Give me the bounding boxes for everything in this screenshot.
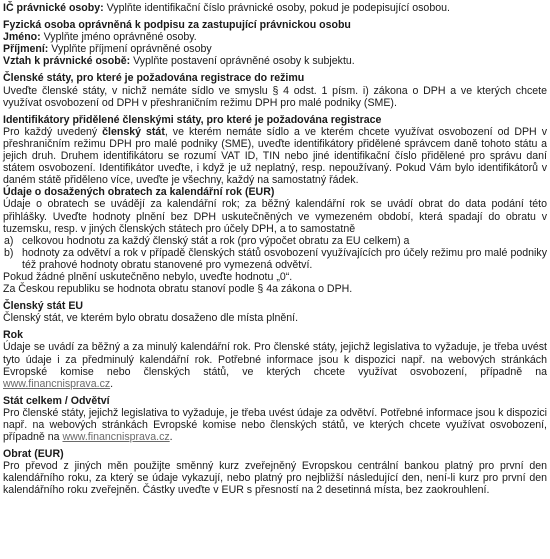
first-name-text: Vyplňte jméno oprávněné osoby. xyxy=(40,31,197,44)
member-states-body: Uveďte členské státy, v nichž nemáte sídlo ve smyslu § 4 odst. 1 písm. i) zákona o DPH a ve kterých chcete využívat osvobození od DPH v přeshraničním režimu DPH pro malé podniky (SME). xyxy=(3,84,547,109)
turnover-eur-heading: Obrat (EUR) xyxy=(3,448,64,461)
turnover-body: Údaje o obratech se uvádějí za kalendářní rok; za běžný kalendářní rok se uvádí obrat do data podání této přihlášky. Uveďte hodnoty plnění bez DPH uskutečněných ve vymezeném období, která spadají do obratu v tuzemsku, resp. v jiných členských státech pro účely DPH, a to samostatně xyxy=(3,198,547,235)
year-body-tail: . xyxy=(110,377,114,390)
signatory-section xyxy=(3,19,547,67)
sector-body-tail: . xyxy=(169,431,173,444)
turnover-eur-body: Pro převod z jiných měn použijte směnný kurz zveřejněný Evropskou centrální bankou platný pro první den kalendářního roku, za který se údaje vykazují, nebo platný pro nejbližší následující den, není-li kurz pro první den kalendářního roku zveřejněn. Částky uveďte v EUR s přesností na 2 desetinná místa, bez zaokrouhlení. xyxy=(3,460,547,497)
turnover-eur-section xyxy=(3,448,547,496)
eu-state-body: Členský stát, ve kterém bylo obratu dosaženo dle místa plnění. xyxy=(3,312,299,325)
item-text: celkovou hodnotu za každý členský stát a rok (pro výpočet obratu za EU celkem) a xyxy=(22,234,410,247)
identifiers-body-b: členský stát xyxy=(102,125,165,138)
last-name-label: Příjmení: xyxy=(3,43,49,56)
identifiers-section xyxy=(3,114,547,187)
signatory-heading: Fyzická osoba oprávněná k podpisu za zastupující právnickou osobu xyxy=(3,19,351,32)
financnisprava-link[interactable]: www.financnisprava.cz xyxy=(3,377,111,390)
last-name-row xyxy=(3,43,547,55)
identifiers-body xyxy=(3,126,547,186)
item-text: hodnoty za odvětví a rok v případě členských států osvobození využívajících pro účely režimu pro malé podniky též prahové hodnoty obratu stanovené pro vymezená odvětví. xyxy=(22,246,547,271)
first-name-label: Jméno: xyxy=(3,31,41,44)
identifiers-body-c: , ve kterém nemáte sídlo a ve kterém chcete využívat osvobození od DPH v přeshraničním režimu DPH pro malé podniky (SME), uveďte identifikátory přidělené správcem daně tohoto státu a jejich druh. Druhem identifikátoru se rozumí VAT ID, TIN nebo jiné identifikační číslo přidělené pro správu daní státem osvobození. Identifikátor uveďte, i když je už neplatný, resp. nepoužívaný. Pokud Vám bylo identifikátorů v daném státě přiděleno více, uveďte je všechny, každý na samostatný řádek. xyxy=(3,125,547,187)
ic-label: IČ právnické osoby: xyxy=(3,2,104,14)
year-heading: Rok xyxy=(3,329,24,342)
turnover-section xyxy=(3,186,547,295)
turnover-item-a xyxy=(3,235,547,247)
item-marker: b) xyxy=(4,246,14,259)
turnover-note-cz: Za Českou republiku se hodnota obratu stanoví podle § 4a zákona o DPH. xyxy=(3,283,353,296)
relation-text: Vyplňte postavení oprávněné osoby k subjektu. xyxy=(130,55,355,68)
year-section xyxy=(3,329,547,389)
ic-text: Vyplňte identifikační číslo právnické osoby, pokud je podepisující osobou. xyxy=(103,2,450,14)
sector-heading: Stát celkem / Odvětví xyxy=(3,394,110,407)
turnover-heading: Údaje o dosažených obratech za kalendářní rok (EUR) xyxy=(3,186,275,199)
identifiers-body-a: Pro každý uvedený xyxy=(3,125,103,138)
last-name-text: Vyplňte příjmení oprávněné osoby xyxy=(48,43,212,56)
sector-body-text: Pro členské státy, jejichž legislativa to vyžaduje, je třeba uvést údaje za odvětví. Potřebné informace jsou k dispozici např. na webových stránkách Evropské komise nebo členských států, ve kterých chcete využívat osvobození, případně na xyxy=(3,406,547,444)
eu-state-section xyxy=(3,300,547,324)
turnover-note-zero: Pokud žádné plnění uskutečněno nebylo, uveďte hodnotu „0“. xyxy=(3,270,293,283)
first-name-row xyxy=(3,31,547,43)
ic-line xyxy=(3,2,547,14)
item-marker: a) xyxy=(4,234,14,247)
year-body xyxy=(3,341,547,389)
financnisprava-link[interactable]: www.financnisprava.cz xyxy=(62,431,170,444)
sector-body xyxy=(3,407,547,443)
member-states-heading: Členské státy, pro které je požadována registrace do režimu xyxy=(3,72,305,85)
member-states-section xyxy=(3,72,547,108)
year-body-text: Údaje se uvádí za běžný a za minulý kalendářní rok. Pro členské státy, jejichž legislativa to vyžaduje, je třeba uvést tyto údaje i za předminulý kalendářní rok. Potřebné informace jsou k dispozici např. na webových stránkách Evropské komise nebo členských států, ve kterých chcete využívat osvobození, případně na xyxy=(3,341,547,378)
sector-section xyxy=(3,395,547,443)
turnover-item-b xyxy=(3,247,547,271)
identifiers-heading: Identifikátory přidělené členskými státy, pro které je požadována registrace xyxy=(3,113,382,126)
relation-row xyxy=(3,55,547,67)
relation-label: Vztah k právnické osobě: xyxy=(3,55,131,68)
eu-state-heading: Členský stát EU xyxy=(3,300,84,313)
